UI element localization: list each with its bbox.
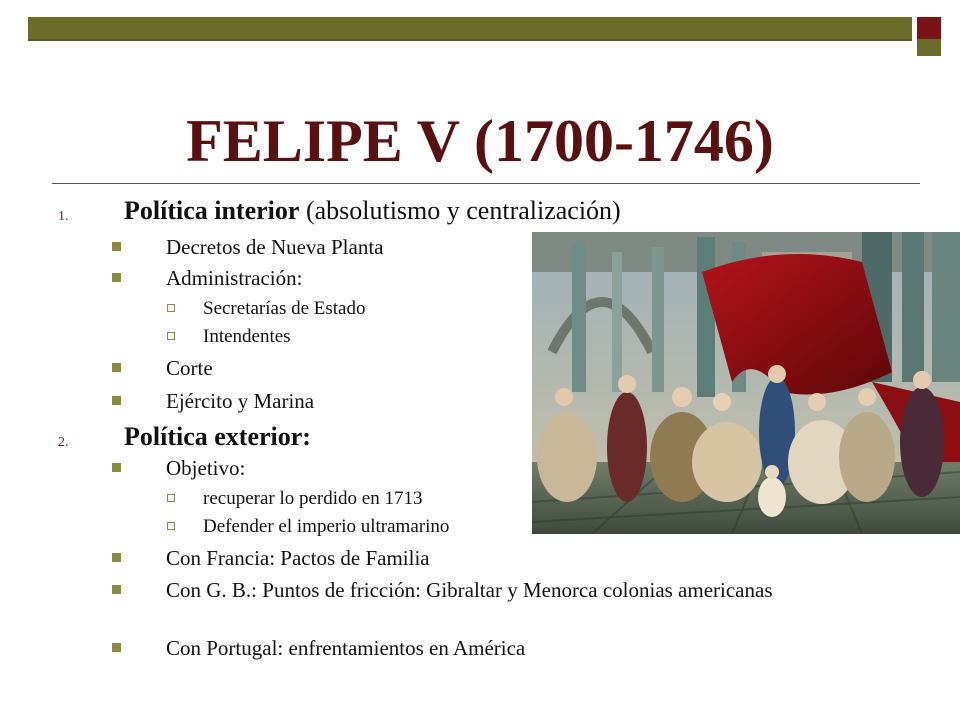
list-item-politica-interior: [58, 196, 621, 226]
square-bullet-icon: [112, 273, 121, 282]
sub-item: Objetivo:: [166, 456, 245, 480]
square-bullet-icon: [112, 363, 121, 372]
sub-sub-item: Secretarías de Estado: [203, 298, 365, 320]
sub-sub-item: Defender el imperio ultramarino: [203, 516, 449, 538]
corner-square-olive: [917, 39, 941, 56]
top-decorative-bar: [28, 17, 912, 39]
item-heading: Política interior: [124, 196, 300, 225]
item-heading: Política exterior:: [124, 422, 311, 451]
sub-sub-item: recuperar lo perdido en 1713: [203, 488, 422, 510]
royal-family-painting-image: [532, 232, 960, 534]
sub-sub-item: Intendentes: [203, 326, 291, 348]
sub-item: Ejército y Marina: [166, 389, 314, 413]
sub-item: Decretos de Nueva Planta: [166, 235, 384, 259]
sub-item: Con Francia: Pactos de Familia: [166, 546, 430, 570]
sub-item: Administración:: [166, 266, 302, 290]
top-decorative-line: [28, 39, 912, 52]
sub-item: Corte: [166, 356, 213, 380]
title-divider: [52, 183, 920, 184]
square-bullet-icon: [112, 553, 121, 562]
hollow-square-bullet-icon: [167, 304, 175, 312]
hollow-square-bullet-icon: [167, 332, 175, 340]
square-bullet-icon: [112, 463, 121, 472]
corner-square-red: [917, 17, 941, 39]
item-description: (absolutismo y centralización): [299, 196, 621, 225]
square-bullet-icon: [112, 643, 121, 652]
sub-item: Con Portugal: enfrentamientos en América: [166, 636, 525, 660]
sub-item: Con G. B.: Puntos de fricción: Gibraltar y Menorca colonias americanas: [166, 578, 846, 602]
list-item-politica-exterior: [58, 422, 311, 452]
hollow-square-bullet-icon: [167, 494, 175, 502]
slide-title: FELIPE V (1700-1746): [186, 108, 774, 174]
square-bullet-icon: [112, 242, 121, 251]
square-bullet-icon: [112, 585, 121, 594]
square-bullet-icon: [112, 396, 121, 405]
list-number: 1.: [58, 209, 69, 224]
hollow-square-bullet-icon: [167, 522, 175, 530]
list-number: 2.: [58, 435, 69, 450]
